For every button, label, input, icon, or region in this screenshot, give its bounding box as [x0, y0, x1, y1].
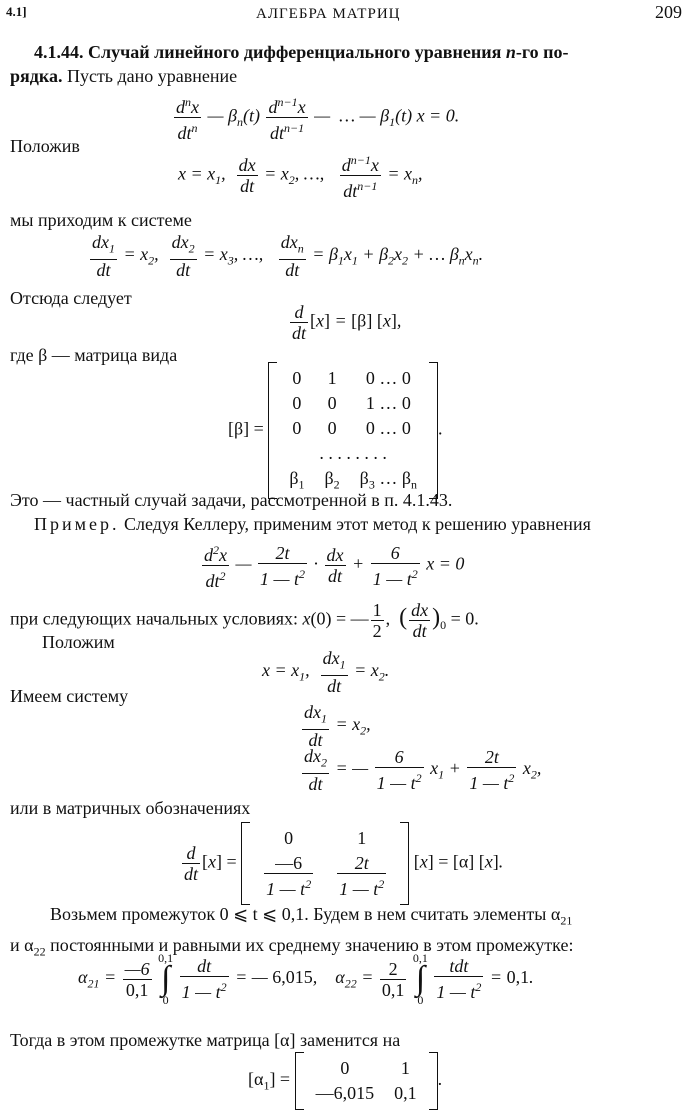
equation-example: $\frac{d^2x}{dt^2}$ — $\frac{2t}{1 — t^2}$ · $\frac{dx}{dt}$ + $\frac{6}{1 — t^2}$ x = 0 [200, 540, 464, 591]
primer-label: Пример. [34, 514, 120, 534]
value-a22: 0,1 [506, 967, 530, 988]
text-polozhiv: Положив [10, 136, 80, 156]
text-primer: Пример. Следуя Келлеру, применим этот метод к решению уравнения [34, 514, 591, 534]
text-gde: где β — матрица вида [10, 345, 178, 365]
equation-system-eq1: $\frac{dx_1}{dt}$ = $x_2$, [304, 702, 371, 750]
text-eto: Это — частный случай задачи, рассмотренной в п. 4.1.43. [10, 490, 453, 510]
matrix-alpha1: $[\alpha_1]$ = 0 1 —6,015 0,1 . [248, 1052, 442, 1110]
value-a21: 6,015 [272, 967, 313, 988]
running-title: АЛГЕБРА МАТРИЦ [256, 6, 401, 22]
heading-title-line2: рядка. [10, 66, 63, 86]
section-ref: 4.1] [6, 4, 27, 19]
equation-matrix-form: $\frac{d}{dt}$ [x] = [β] [x], [292, 302, 402, 343]
section-heading: 4.1.44. Случай линейного дифференциального уравнения n-го по- рядка. Пусть дано уравнение [10, 42, 569, 86]
matrix-beta: [β] = 0 1 0 … 0 0 0 1 … 0 0 0 0 … 0 . . . . . . . . $\beta_1$ $\beta_2$ $\beta_3$ … $\beta_n$ . [228, 362, 443, 499]
text-togda: Тогда в этом промежутке матрица [α] заменится на [10, 1030, 401, 1050]
alpha1-r2c1: —6,015 [315, 1083, 375, 1103]
equation-system-eq2: $\frac{dx_2}{dt}$ = — $\frac{6}{1 — t^2}$ $x_1$ + $\frac{2t}{1 — t^2}$ $x_2$, [304, 746, 542, 794]
equation-polozhim: $x = x_1$, $\frac{dx_1}{dt}$ = $x_2$. [262, 648, 390, 696]
equation-system: $\frac{dx_1}{dt}$ = $x_2$, $\frac{dx_2}{dt}$ = $x_3$, …, $\frac{dx_n}{dt}$ = $\beta_1x_1 + \beta_2x_2$ + … $\beta_nx_n$. [92, 232, 484, 280]
equation-ode: $\frac{d^nx}{dt^n}$ — $\beta_n(t)$ $\frac{d^{n-1}x}{dt^{n-1}}$ — … — $\beta_1(t) x = 0$. [172, 92, 459, 143]
page-number: 209 [655, 2, 682, 22]
heading-intro: Пусть дано уравнение [66, 66, 238, 86]
text-initial-conditions: при следующих начальных условиях: x(0) = — $\frac{1}{2}$ , ( $\frac{dx}{dt}$ )$_0 = 0$. [10, 600, 479, 641]
heading-title: Случай линейного дифференциального уравнения [88, 42, 506, 62]
heading-number: 4.1.44. [34, 42, 84, 62]
text-otsyuda: Отсюда следует [10, 288, 132, 308]
text-prikhodim: мы приходим к системе [10, 210, 192, 230]
text-imeem: Имеем систему [10, 686, 129, 706]
equation-substitution: $x = x_1$, $\frac{dx}{dt}$ = $x_2$, …, $\frac{d^{n-1}x}{dt^{n-1}}$ = $x_n$, [178, 150, 423, 201]
text-ili: или в матричных обозначениях [10, 798, 251, 818]
text-vozmem: Возьмем промежуток 0 ⩽ t ⩽ 0,1. Будем в нем считать элементы $\alpha_{21}$ и $\alpha_{22}$ постоянными и равными их среднему значению в этом промежутке: [10, 904, 574, 959]
equation-alpha-matrix: $\frac{d}{dt}$ [x] = 0 1 $\frac{—6}{1 — t^2}$ $\frac{2t}{1 — t^2}$ [x] = [α] [x]. [180, 822, 503, 905]
equation-integrals: $\alpha_{21}$ = $\frac{—6}{0,1}$ 0,1 ∫ 0 $\frac{dt}{1 — t^2}$ = — 6,015, $\alpha_{22}$ = $\frac{2}{0,1}$ 0,1 ∫ 0 $\frac{\text{tdt}}{1 — t^2}$ = 0,1. [78, 951, 534, 1007]
alpha1-r2c2: 0,1 [394, 1083, 417, 1103]
text-polozhim: Положим [42, 632, 115, 652]
